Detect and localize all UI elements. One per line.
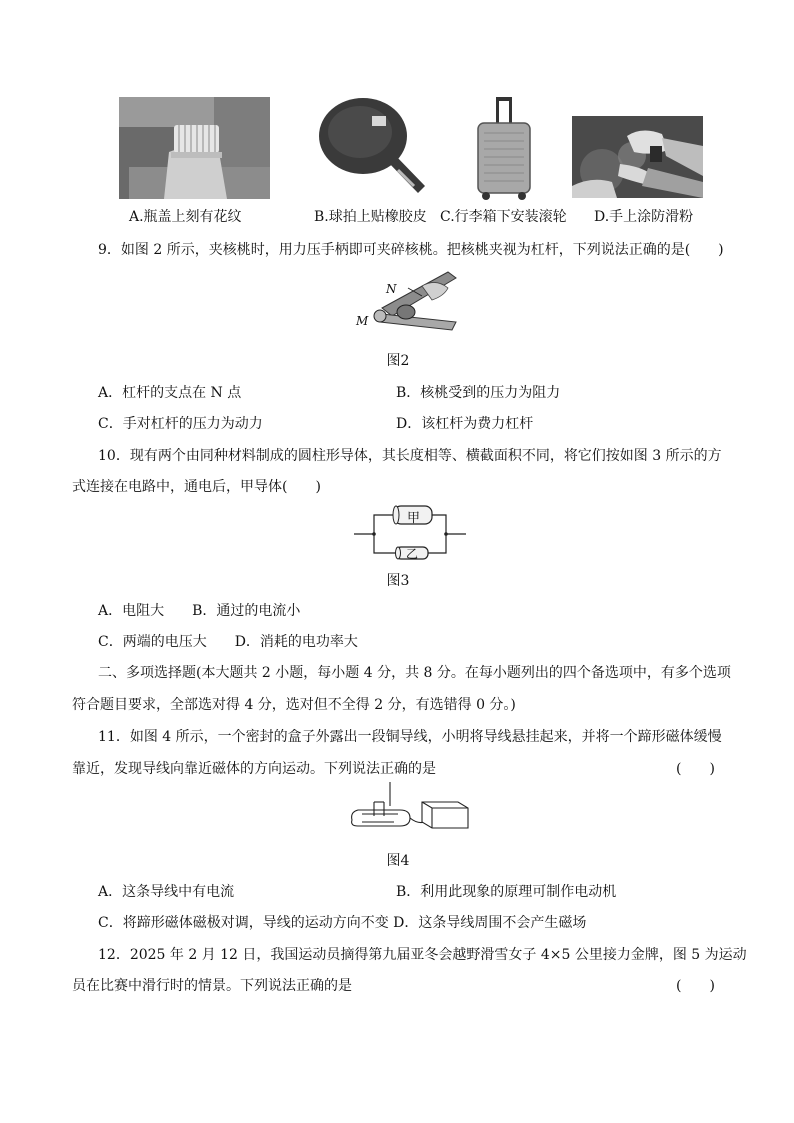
question-12-stem-line-2: 员在比赛中滑行时的情景。下列说法正确的是 [72,978,352,994]
section-2-instructions-line-2: 符合题目要求，全部选对得 4 分，选对但不全得 2 分，有选错得 0 分。) [72,697,516,713]
label-conductor-jia: 甲 [407,511,421,526]
question-10-options-c-d[interactable]: C．两端的电压大 D．消耗的电功率大 [98,634,358,650]
caption-luggage: C.行李箱下安装滚轮 [440,209,567,225]
question-10-options-a-b[interactable]: A．电阻大 B．通过的电流小 [98,603,301,619]
question-9-option-a[interactable]: A．杠杆的支点在 N 点 [98,385,242,401]
caption-bottle-cap: A.瓶盖上刻有花纹 [129,209,242,225]
figure-3-caption: 图3 [386,573,410,589]
photo-bottle-cap [119,97,270,199]
section-2-instructions-line-1: 二、多项选择题(本大题共 2 小题，每小题 4 分，共 8 分。在每小题列出的四个备选项中，有多个选项 [98,665,731,681]
figure-2-nutcracker [352,266,464,338]
question-11-stem-line-2: 靠近，发现导线向靠近磁体的方向运动。下列说法正确的是 [72,761,436,777]
question-11-answer-blank[interactable]: ( ) [676,761,715,777]
caption-paddle: B.球拍上贴橡胶皮 [314,209,427,225]
question-12-answer-blank[interactable]: ( ) [676,978,715,994]
question-9-option-c[interactable]: C．手对杠杆的压力为动力 [98,416,263,432]
question-11-option-b[interactable]: B．利用此现象的原理可制作电动机 [396,884,617,900]
question-10-stem-line-2: 式连接在电路中，通电后，甲导体( ) [72,479,321,495]
photo-hands-chalk [572,116,703,198]
question-10-stem-line-1: 10．现有两个由同种材料制成的圆柱形导体，其长度相等、横截面积不同，将它们按如图 3 所示的方 [98,448,722,464]
label-conductor-yi: 乙 [406,547,419,561]
photo-luggage [472,97,536,201]
label-point-n: N [386,282,397,296]
question-11-option-a[interactable]: A．这条导线中有电流 [98,884,235,900]
figure-4-wire-and-magnet [350,782,472,838]
figure-2-caption: 图2 [386,353,410,369]
question-11-stem-line-1: 11．如图 4 所示，一个密封的盒子外露出一段铜导线，小明将导线悬挂起来，并将一个蹄形磁体缓慢 [98,729,722,745]
question-9-stem: 9．如图 2 所示，夹核桃时，用力压手柄即可夹碎核桃。把核桃夹视为杠杆，下列说法正确的是( ) [98,242,724,258]
label-point-m: M [356,314,369,328]
question-9-option-d[interactable]: D．该杠杆为费力杠杆 [396,416,534,432]
figure-3-parallel-circuit [354,501,466,565]
question-12-stem-line-1: 12．2025 年 2 月 12 日，我国运动员摘得第九届亚冬会越野滑雪女子 4×5 公里接力金牌，图 5 为运动 [98,947,747,963]
question-9-option-b[interactable]: B．核桃受到的压力为阻力 [396,385,561,401]
photo-table-tennis-paddle [318,98,428,198]
question-11-options-c-d[interactable]: C．将蹄形磁体磁极对调，导线的运动方向不变 D．这条导线周围不会产生磁场 [98,915,587,931]
figure-4-caption: 图4 [386,853,410,869]
caption-hands-chalk: D.手上涂防滑粉 [594,209,694,225]
